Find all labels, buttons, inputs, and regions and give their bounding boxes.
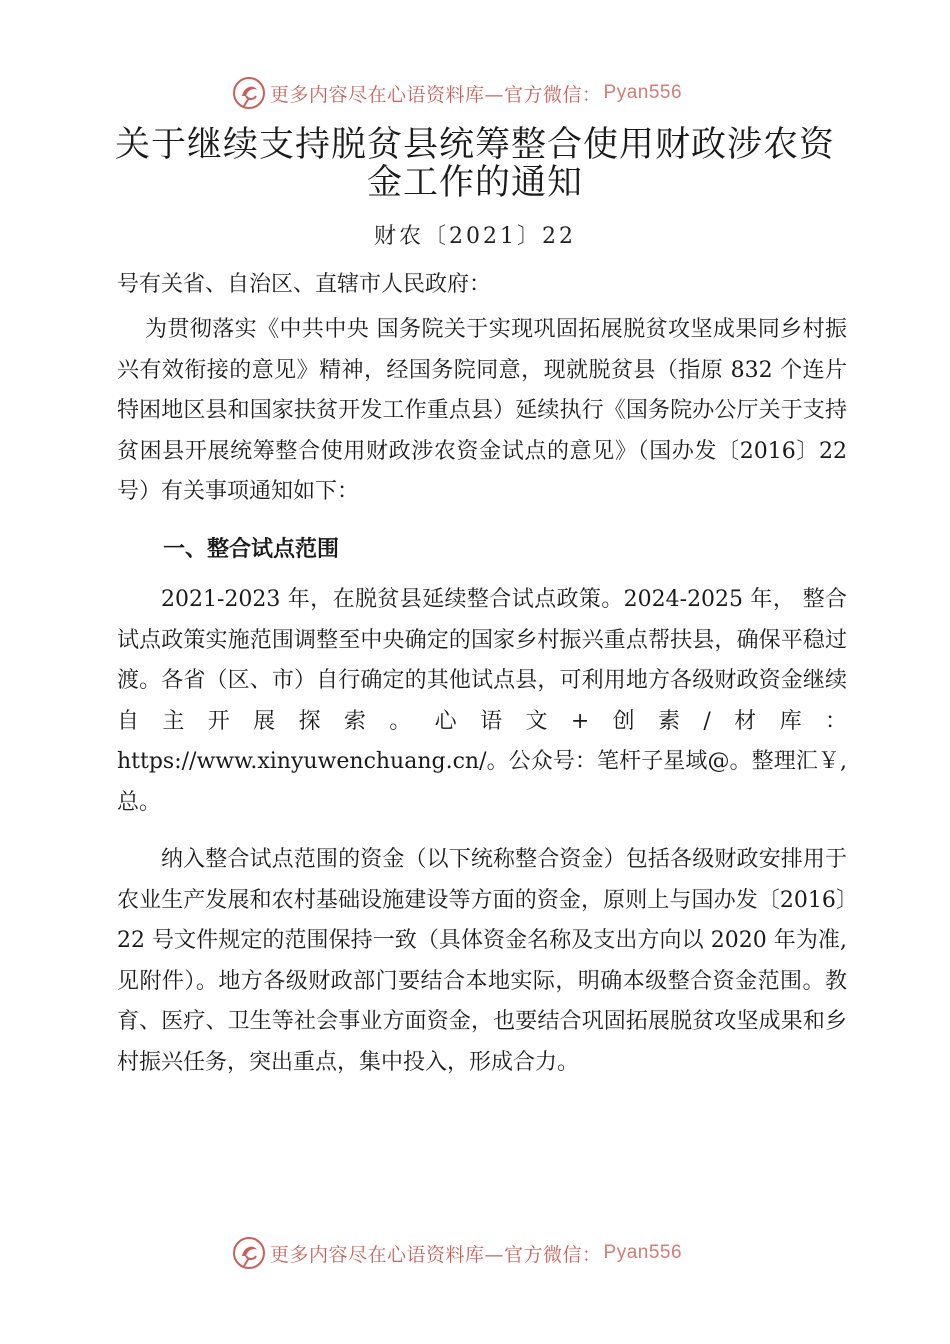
document-number: 财农〔2021〕22 [374,224,576,249]
section-paragraph-1-text: 2021-2023 年，在脱贫县延续整合试点政策。2024-2025 年， 整合试点政策实施范围调整至中央确定的国家乡村振兴重点帮扶县，确保平稳过渡。各省（区、市）自行确定的其他试点县，可利用地方各级财政资金继续自主开展探索。心语文+创素/材库：https://www.xinyuwenchuang.cn/。公众号：笔杆子星域@。整理汇￥,总。 [117,587,847,815]
header-watermark-banner [232,73,732,113]
banner-text: 更多内容尽在心语资料库—官方微信： [270,83,602,106]
banner-text: 更多内容尽在心语资料库—官方微信： [270,1243,602,1266]
intro-text: 为贯彻落实《中共中央 国务院关于实现巩固拓展脱贫攻坚成果同乡村振兴有效衔接的意见》精神，经国务院同意，现就脱贫县（指原 832 个连片特困地区县和国家扶贫开发工作重点县）延续执行《国务院办公厅关于支持贫困县开展统筹整合使用财政涉农资金试点的意见》（国办发〔2016〕22 号）有关事项通知如下： [117,317,847,504]
section-paragraph-2 [117,840,847,1083]
rose-logo-icon [232,1236,266,1270]
rose-logo-icon [232,76,266,110]
salutation-text: 号有关省、自治区、直辖市人民政府： [117,272,492,297]
footer-watermark-banner [232,1233,732,1273]
document-title: 关于继续支持脱贫县统筹整合使用财政涉农资金工作的通知 [114,125,835,203]
banner-wechat-id: Pyan556 [603,82,683,103]
intro-paragraph [117,310,847,513]
section-paragraph-1 [117,580,847,823]
salutation [117,265,847,306]
banner-wechat-id: Pyan556 [603,1242,683,1263]
section-paragraph-2-text: 纳入整合试点范围的资金（以下统称整合资金）包括各级财政安排用于农业生产发展和农村基础设施建设等方面的资金，原则上与国办发〔2016〕22 号文件规定的范围保持一致（具体资金名称及支出方向以 2020 年为准,见附件）。地方各级财政部门要结合本地实际，明确本级整合资金范围。教育、医疗、卫生等社会事业方面资金，也要结合巩固拓展脱贫攻坚成果和乡村振兴任务，突出重点，集中投入，形成合力。 [117,847,847,1075]
section-heading: 一、整合试点范围 [163,537,340,562]
